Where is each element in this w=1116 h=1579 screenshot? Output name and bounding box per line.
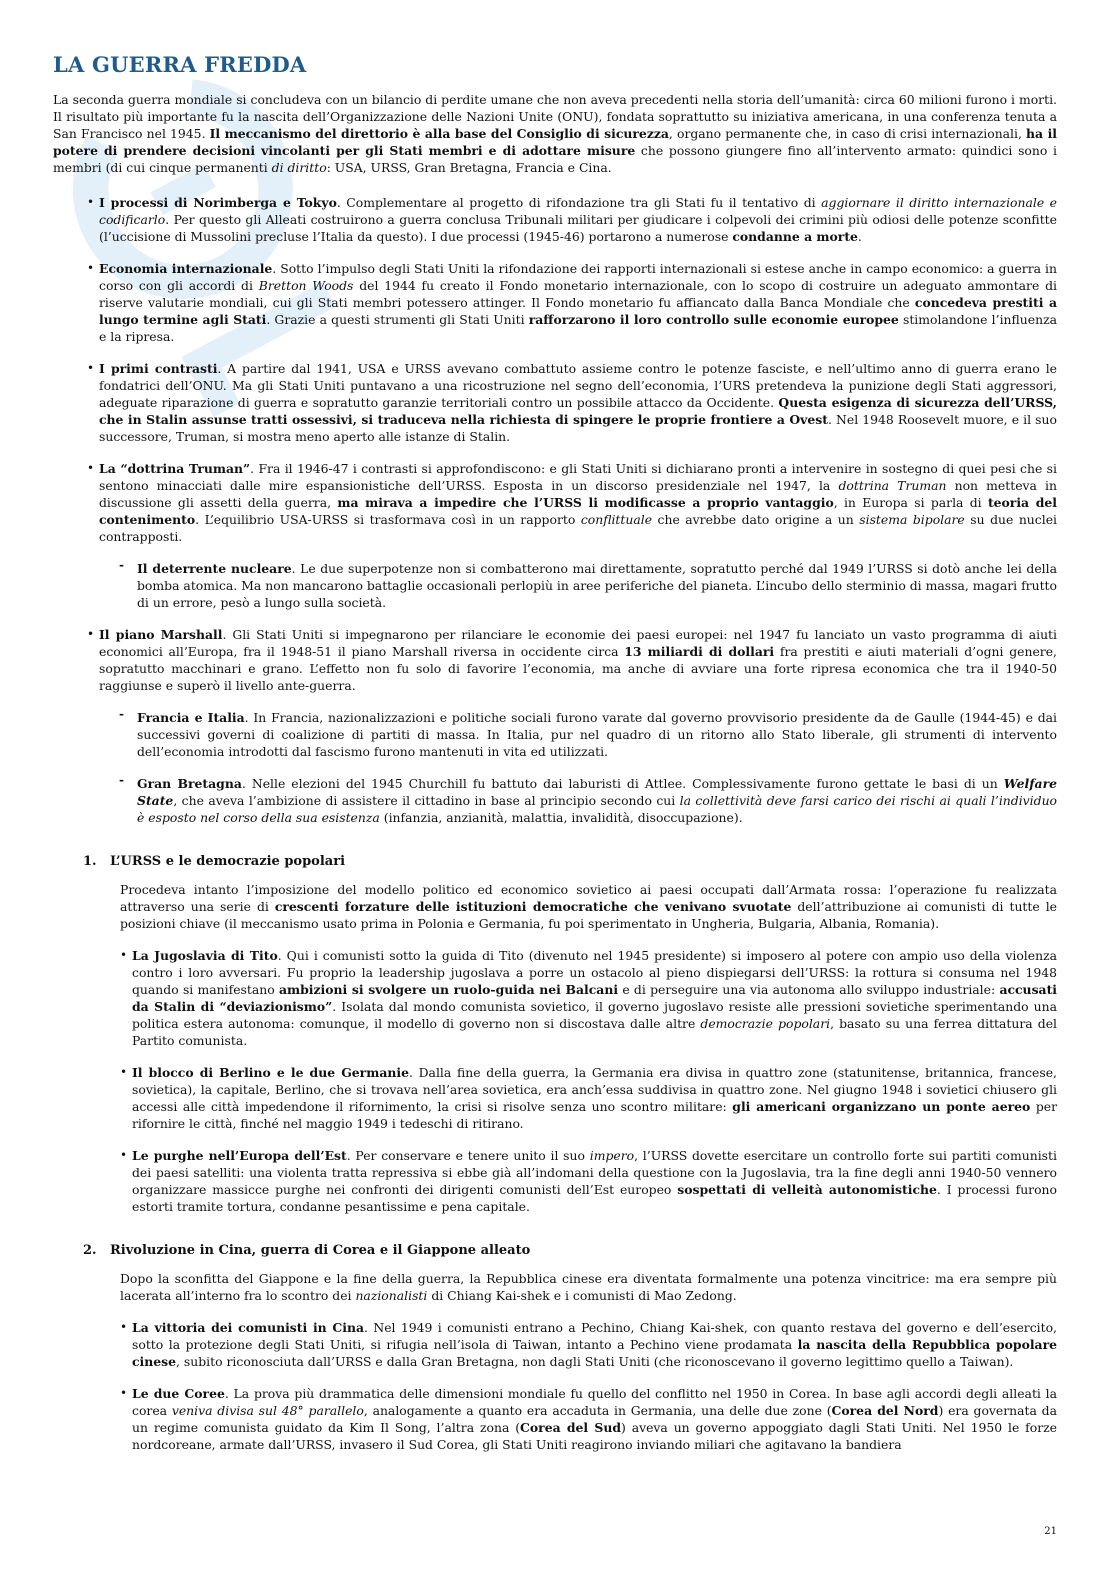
text-run: aggiornare il diritto internazionale e codificarlo [99,195,1057,227]
section-1-heading [83,854,1057,869]
text-run: ambizioni si svolgere un ruolo-guida nei Balcani [279,982,619,997]
text-run: di diritto [271,160,327,175]
marshall-bullet-list [53,626,1057,694]
text-run: sistema bipolare [859,512,965,527]
text-run: rafforzarono il loro controllo sulle economie europee [528,312,899,327]
section-2-intro: Dopo la sconfitta del Giappone e la fine della guerra, la Repubblica cinese era diventata formalmente una potenza vincitrice: ma era sempre più lacerata all’interno fra lo scontro dei nazionalisti di Chiang Kai-shek e i comunisti di Mao Zedong. [120,1271,1057,1303]
section-2-heading [83,1243,1057,1258]
bullet-economia: • Economia internazionale. Sotto l’impulso degli Stati Uniti la rifondazione dei rapporti internazionali si estese anche in campo economico: a guerra in corso con gli accordi di Bretton Woods del 1944 fu creato il Fondo monetario internazionale, con lo scopo di costruire un adeguato ammontare di riserve valutarie mondiali, cui gli Stati membri potessero attinger. Il Fondo monetario fu affiancato dalla Banca Mondiale che concedeva prestiti a lungo termine agli Stati. Grazie a questi strumenti gli Stati Uniti rafforzarono il loro controllo sulle economie europee stimolandone l’influenza e la ripresa. [53,260,1057,345]
text-run: ma mirava a impedire che l’URSS li modificasse a proprio vantaggio [337,495,834,510]
text-run: impero [589,1148,635,1163]
text-run: crescenti forzature delle istituzioni democratiche che venivano svuotate [274,899,792,914]
bullet-cina: • La vittoria dei comunisti in Cina. Nel 1949 i comunisti entrano a Pechino, Chiang Kai-shek, con quanto restava del governo e dell’esercito, sotto la protezione degli Stati Uniti, si rifugia nell’isola di Taiwan, intanto a Pechino viene prodamata la nascita della Repubblica popolare cinese, subito riconosciuta dall’URSS e dalla Gran Bretagna, non dagli Stati Uniti (che riconoscevano il governo legittimo quello a Taiwan). [53,1319,1057,1370]
text-run: Welfare State [137,776,1057,808]
section-1-list [53,947,1057,1215]
document-title: LA GUERRA FREDDA [53,52,307,77]
text-run: sospettati di velleità autonomistiche [677,1182,937,1197]
text-run: 13 miliardi di dollari [624,644,775,659]
text-run: La vittoria dei comunisti in Cina [132,1320,365,1335]
text-run: Corea del Nord [831,1403,939,1418]
text-run: teoria del contenimento [99,495,1058,527]
dash-deterrente-nucleare: - Il deterrente nucleare. Le due superpotenze non si combatterono mai direttamente, sopratutto perché dal 1949 l’URSS si dotò anche lei della bomba atomica. Ma non mancarono battaglie occasionali perlopiù in aree periferiche del pianeta. L’incubo dello sterminio di massa, magari frutto di un errore, pesò a lungo sulla società. [53,560,1057,611]
dash-gran-bretagna: - Gran Bretagna. Nelle elezioni del 1945 Churchill fu battuto dai laburisti di Attlee. Complessivamente furono gettate le basi di un Welfare State, che aveva l’ambizione di assistere il cittadino in base al principio secondo cui la collettività deve farsi carico dei rischi ai quali l’individuo è esposto nel corso della sua esistenza (infanzia, anzianità, malattia, invalidità, disoccupazione). [53,775,1057,826]
text-run: accusati da Stalin di “deviazionismo” [132,982,1057,1014]
text-run: dottrina Truman [838,478,947,493]
text-run: ha il potere di prendere decisioni vincolanti per gli Stati membri e di adottare misure [53,126,1057,158]
dash-francia-italia: - Francia e Italia. In Francia, nazionalizzazioni e politiche sociali furono varate dal governo provvisorio presidente da de Gaulle (1944-45) e dai successivi governi di coalizione di partiti di massa. In Italia, pur nel quadro di un ritorno allo Stato liberale, gli strumenti di intervento dell’economia introdotti dal fascismo furono mantenuti in vita ed utilizzati. [53,709,1057,760]
marshall-sub-list [53,709,1057,826]
text-run: Il deterrente nucleare [137,561,292,576]
bullet-coree: • Le due Coree. La prova più drammatica delle dimensioni mondiale fu quello del conflitto nel 1950 in Corea. In base agli accordi degli alleati la corea veniva divisa sul 48° parallelo, analogamente a quanto era accaduta in Germania, una delle due zone (Corea del Nord) era governata da un regime comunista guidato da Kim Il Song, l’altra zona (Corea del Sud) aveva un governo appoggiato dagli Stati Uniti. Nel 1950 le forze nordcoreane, armate dall’URSS, invasero il Sud Corea, gli Stati Uniti reagirono inviando miliari che agitavano la bandiera [53,1385,1057,1453]
bullet-jugoslavia: • La Jugoslavia di Tito. Qui i comunisti sotto la guida di Tito (divenuto nel 1945 presidente) si imposero al potere con ampio uso della violenza contro i loro avversari. Fu proprio la leadership jugoslava a porre un ostacolo al pieno dispiegarsi dell’URSS: la rottura si consuma nel 1948 quando si manifestano ambizioni si svolgere un ruolo-guida nei Balcani e di perseguire una via autonoma allo sviluppo industriale: accusati da Stalin di “deviazionismo”. Isolata dal mondo comunista sovietico, il governo jugoslavo resiste alle pressioni sovietiche sperimentando una politica estera autonoma: comunque, il modello di governo non si discostava dalle altre democrazie popolari, basato su una ferrea dittatura del Partito comunista. [53,947,1057,1049]
section-1-intro: Procedeva intanto l’imposizione del modello politico ed economico sovietico ai paesi occupati dall’Armata rossa: l’operazione fu realizzata attraverso una serie di crescenti forzature delle istituzioni democratiche che venivano svuotate dell’attribuzione ai comunisti di tutte le posizioni chiave (il meccanismo usato prima in Polonia e Germania, fu poi sperimentato in Ungheria, Bulgaria, Albania, Romania). [120,882,1058,931]
text-run: concedeva prestiti a lungo termine agli Stati [99,295,1058,327]
text-run: Il blocco di Berlino e le due Germanie [132,1065,409,1080]
text-run: la collettività deve farsi carico dei rischi ai quali l’individuo è esposto nel corso della sua esistenza [137,793,1058,825]
text-run: I processi di Norimberga e Tokyo [99,195,337,210]
text-run: Le purghe nell’Europa dell’Est [132,1148,347,1163]
text-run: Corea del Sud [520,1420,621,1435]
document-page [53,52,1057,1468]
bullet-piano-marshall: • Il piano Marshall. Gli Stati Uniti si impegnarono per rilanciare le economie dei paesi europei: nel 1947 fu lanciato un vasto programma di aiuti economici all’Europa, fra il 1948-51 il piano Marshall riversa in occidente circa 13 miliardi di dollari fra prestiti e aiuti materiali d’ogni genere, sopratutto macchinari e grano. L’effetto non fu solo di favorire l’economia, ma anche di avviare una forte ripresa economica che tra il 1940-50 raggiunse e superò il livello ante-guerra. [53,626,1057,694]
text-run: Economia internazionale [99,261,273,276]
text-run: La Jugoslavia di Tito [132,948,278,963]
text-run: Il meccanismo del direttorio è alla base del Consiglio di sicurezza [209,126,669,141]
text-run: gli americani organizzano un ponte aereo [732,1099,1031,1114]
text-run: Il piano Marshall [99,627,223,642]
bullet-dottrina-truman: • La “dottrina Truman”. Fra il 1946-47 i contrasti si approfondiscono: e gli Stati Uniti si dichiarano pronti a intervenire in sostegno di quei pesi che si sentono minacciati dalle mire espansionistiche dell’URSS. Esposta in un discorso presidenziale nel 1947, la dottrina Truman non metteva in discussione gli assetti della guerra, ma mirava a impedire che l’URSS li modificasse a proprio vantaggio, in Europa si parla di teoria del contenimento. L’equilibrio USA-URSS si trasformava così in un rapporto conflittuale che avrebbe dato origine a un sistema bipolare su due nuclei contrapposti. [53,460,1057,545]
section-1-title: L’URSS e le democrazie popolari [110,854,346,869]
truman-sub-list [53,560,1057,611]
main-bullet-list [53,194,1057,545]
text-run: Francia e Italia [137,710,245,725]
text-run: conflittuale [580,512,653,527]
text-run: I primi contrasti [99,361,218,376]
section-2-list [53,1319,1057,1453]
text-run: Le due Coree [132,1386,225,1401]
bullet-primi-contrasti: • I primi contrasti. A partire dal 1941, USA e URSS avevano combattuto assieme contro le potenze fasciste, e nell’ultimo anno di guerra erano le fondatrici dell’ONU. Ma gli Stati Uniti puntavano a una ricostruzione nel segno dell’economia, l’URS pretendeva la punizione degli Stati aggressori, adeguate riparazione di guerra e sopratutto garanzie territoriali contro un possibile attacco da Occidente. Questa esigenza di sicurezza dell’URSS, che in Stalin assunse tratti ossessivi, si traduceva nella richiesta di spingere le proprie frontiere a Ovest. Nel 1948 Roosevelt muore, e il suo successore, Truman, si mostra meno aperto alle istanze di Stalin. [53,360,1057,445]
bullet-berlino: • Il blocco di Berlino e le due Germanie. Dalla fine della guerra, la Germania era divisa in quattro zone (statunitense, britannica, francese, sovietica), la capitale, Berlino, che si trovava nell’area sovietica, era anch’essa suddivisa in quattro zone. Nel giugno 1948 i sovietici chiusero gli accessi alle città impedendone il rifornimento, la crisi si risolve senza uno scontro militare: gli americani organizzano un ponte aereo per rifornire le città, finché nel maggio 1949 i tedeschi di ritirano. [53,1064,1057,1132]
bullet-processi: • I processi di Norimberga e Tokyo. Complementare al progetto di rifondazione tra gli Stati fu il tentativo di aggiornare il diritto internazionale e codificarlo. Per questo gli Alleati costruirono a guerra conclusa Tribunali militari per giudicare i colpevoli dei crimini più odiosi delle potenze sconfitte (l’uccisione di Mussolini precluse l’Italia da questo). I due processi (1945-46) portarono a numerose condanne a morte. [53,194,1057,245]
text-run: Bretton Woods [258,278,354,293]
text-run: nazionalisti [355,1288,428,1303]
section-2-number: 2. [83,1243,97,1258]
section-2-title: Rivoluzione in Cina, guerra di Corea e il Giappone alleato [110,1243,531,1258]
text-run: Questa esigenza di sicurezza dell’URSS, che in Stalin assunse tratti ossessivi, si traduceva nella richiesta di spingere le proprie frontiere a Ovest [99,395,1057,427]
bullet-purghe: • Le purghe nell’Europa dell’Est. Per conservare e tenere unito il suo impero, l’URSS dovette esercitare un controllo forte sui partiti comunisti dei paesi satelliti: una violenta tratta repressiva si ebbe già all’indomani della questione con la Jugoslavia, tra la fine degli anni 1940-50 vennero organizzare massicce purghe nei confronti dei dirigenti comunisti dell’Est europeo sospettati di velleità autonomistiche. I processi furono estorti tramite tortura, condanne pesantissime e pena capitale. [53,1147,1057,1215]
text-run: Gran Bretagna [137,776,242,791]
text-run: democrazie popolari [700,1016,831,1031]
text-run: condanne a morte [732,229,858,244]
page-number: 21 [1044,1526,1057,1537]
text-run: veniva divisa sul 48° parallelo [171,1403,364,1418]
text-run: La “dottrina Truman” [99,461,251,476]
section-1-number: 1. [83,854,97,869]
intro-paragraph: La seconda guerra mondiale si concludeva con un bilancio di perdite umane che non aveva precedenti nella storia dell’umanità: circa 60 milioni furono i morti. Il risultato più importante fu la nascita dell’Organizzazione delle Nazioni Unite (ONU), fondata soprattutto su iniziativa americana, in una conferenza tenuta a San Francisco nel 1945. Il meccanismo del direttorio è alla base del Consiglio di sicurezza, organo permanente che, in caso di crisi internazionali, ha il potere di prendere decisioni vincolanti per gli Stati membri e di adottare misure che possono giungere fino all’intervento armato: quindici sono i membri (di cui cinque permanenti di diritto: USA, URSS, Gran Bretagna, Francia e Cina. [53,92,1057,175]
text-run: la nascita della Repubblica popolare cinese [132,1337,1057,1369]
